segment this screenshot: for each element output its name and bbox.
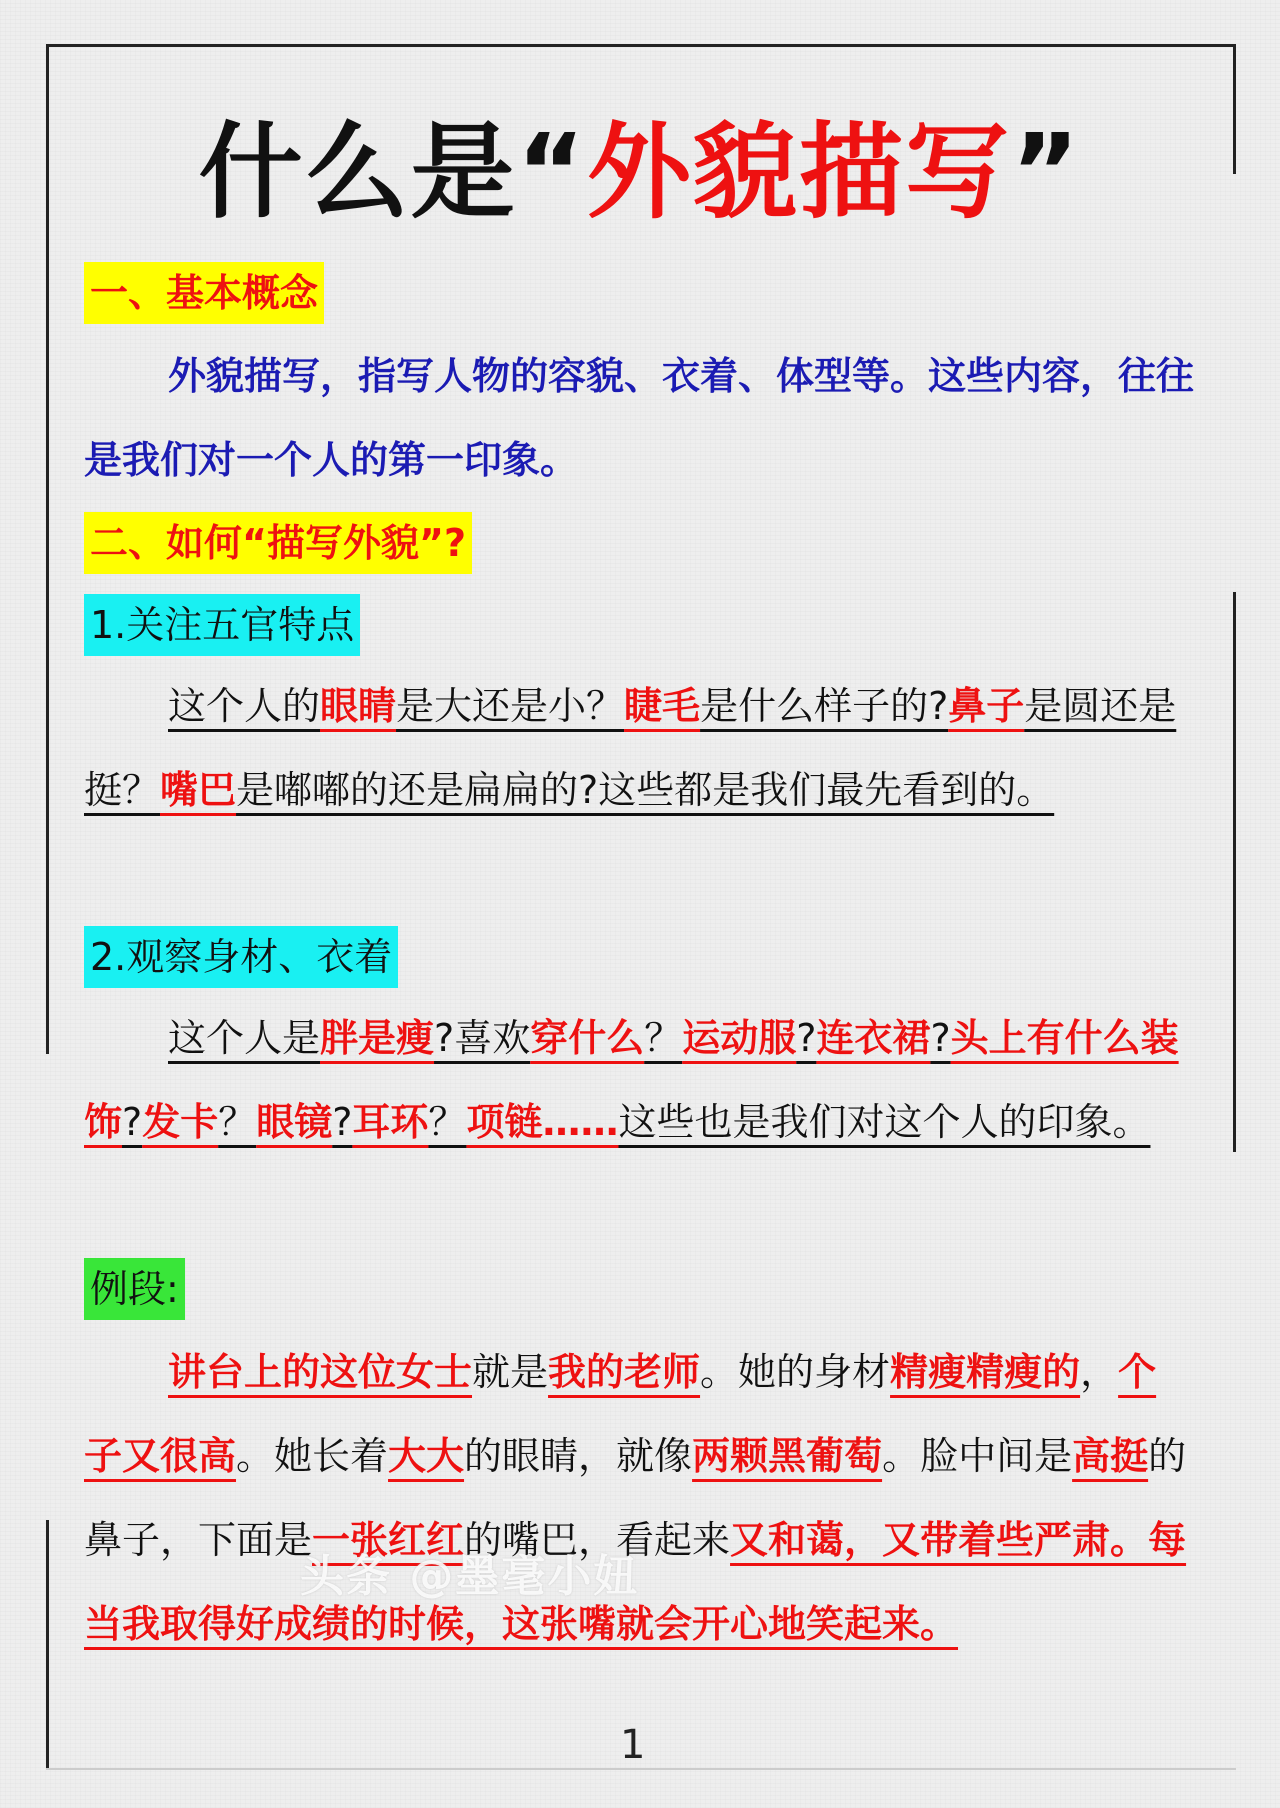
example-heading: 例段: — [84, 1258, 185, 1320]
highlight-phrase: 运动服 — [682, 1016, 797, 1060]
highlight-phrase: 两颗黑葡萄 — [692, 1434, 883, 1478]
text-segment: 这些也是我们对这个人的印象。 — [618, 1100, 1151, 1144]
section1-text: 外貌描写，指写人物的容貌、衣着、体型等。这些内容，往往是我们对一个人的第一印象。 — [84, 354, 1195, 482]
text-segment: 是嘟嘟的还是扁扁的?这些都是我们最先看到的。 — [236, 768, 1055, 812]
highlight-phrase: 睫毛 — [624, 684, 701, 728]
text-segment: 。她的身材 — [700, 1350, 891, 1394]
watermark: 头条 @墨毫小妞 — [300, 1551, 640, 1602]
title-highlight: 外貌描写 — [586, 111, 1011, 233]
text-segment: ? — [122, 1100, 143, 1144]
title-prefix: 什么是“ — [198, 111, 587, 233]
highlight-phrase: 耳环 — [352, 1100, 429, 1144]
text-segment: 。她长着 — [236, 1434, 389, 1478]
highlight-phrase: 项链…… — [466, 1100, 619, 1144]
text-segment: ?喜欢 — [434, 1016, 531, 1060]
point2-heading: 2.观察身材、衣着 — [84, 926, 398, 988]
highlight-phrase: 个子又很高 — [84, 1350, 1157, 1478]
page-number: 1 — [620, 1722, 646, 1768]
text-segment: ， — [1080, 1350, 1119, 1394]
text-segment: ? — [332, 1100, 353, 1144]
point2-text — [84, 996, 1194, 1164]
text-segment: 的鼻子，下面是 — [84, 1434, 1187, 1562]
section1-heading: 一、基本概念 — [84, 262, 324, 324]
text-segment: 这个人是 — [168, 1016, 321, 1060]
point1-text — [84, 664, 1194, 832]
text-segment: 的眼睛，就像 — [464, 1434, 693, 1478]
text-segment: 这个人的 — [168, 684, 321, 728]
title-suffix: ” — [1011, 111, 1082, 233]
text-segment: ？ — [218, 1100, 257, 1144]
point1-heading: 1.关注五官特点 — [84, 594, 360, 656]
text-segment: 是大还是小？ — [396, 684, 625, 728]
highlight-phrase: 发卡 — [142, 1100, 219, 1144]
highlight-phrase: 鼻子 — [948, 684, 1025, 728]
highlight-phrase: 眼镜 — [256, 1100, 333, 1144]
frame-right-line-mid — [1233, 592, 1236, 1152]
highlight-phrase: 一张红红 — [312, 1518, 465, 1562]
section2-heading: 二、如何“描写外貌”? — [84, 512, 472, 574]
example-text — [84, 1330, 1194, 1666]
highlight-phrase: 嘴巴 — [160, 768, 237, 812]
frame-top-line — [46, 44, 1236, 47]
highlight-phrase: 胖是瘦 — [320, 1016, 435, 1060]
text-segment: 是圆还是挺？ — [84, 684, 1177, 812]
highlight-phrase: 高挺 — [1072, 1434, 1149, 1478]
highlight-phrase: 我的老师 — [548, 1350, 701, 1394]
page-title — [0, 110, 1280, 235]
frame-left-line-bottom — [46, 1520, 49, 1770]
highlight-phrase: 头上有什么装饰 — [84, 1016, 1179, 1144]
highlight-phrase: 穿什么 — [530, 1016, 645, 1060]
text-segment: ？ — [644, 1016, 683, 1060]
text-segment: ？ — [428, 1100, 467, 1144]
text-segment: 就是 — [472, 1350, 549, 1394]
highlight-phrase: 大大 — [388, 1434, 465, 1478]
text-segment: 。脸中间是 — [882, 1434, 1073, 1478]
highlight-phrase: 眼睛 — [320, 684, 397, 728]
text-segment: ? — [796, 1016, 817, 1060]
highlight-phrase: 又和蔼，又带着些严肃。每当我取得好成绩的时候，这张嘴就会开心地笑起来。 — [84, 1518, 1187, 1646]
text-segment: 的嘴巴，看起来 — [464, 1518, 731, 1562]
frame-bottom-line — [46, 1768, 1236, 1770]
text-segment: 是什么样子的? — [700, 684, 949, 728]
highlight-phrase: 精瘦精瘦的 — [890, 1350, 1081, 1394]
text-segment: ? — [930, 1016, 951, 1060]
highlight-phrase: 讲台上的这位女士 — [168, 1350, 473, 1394]
highlight-phrase: 连衣裙 — [816, 1016, 931, 1060]
